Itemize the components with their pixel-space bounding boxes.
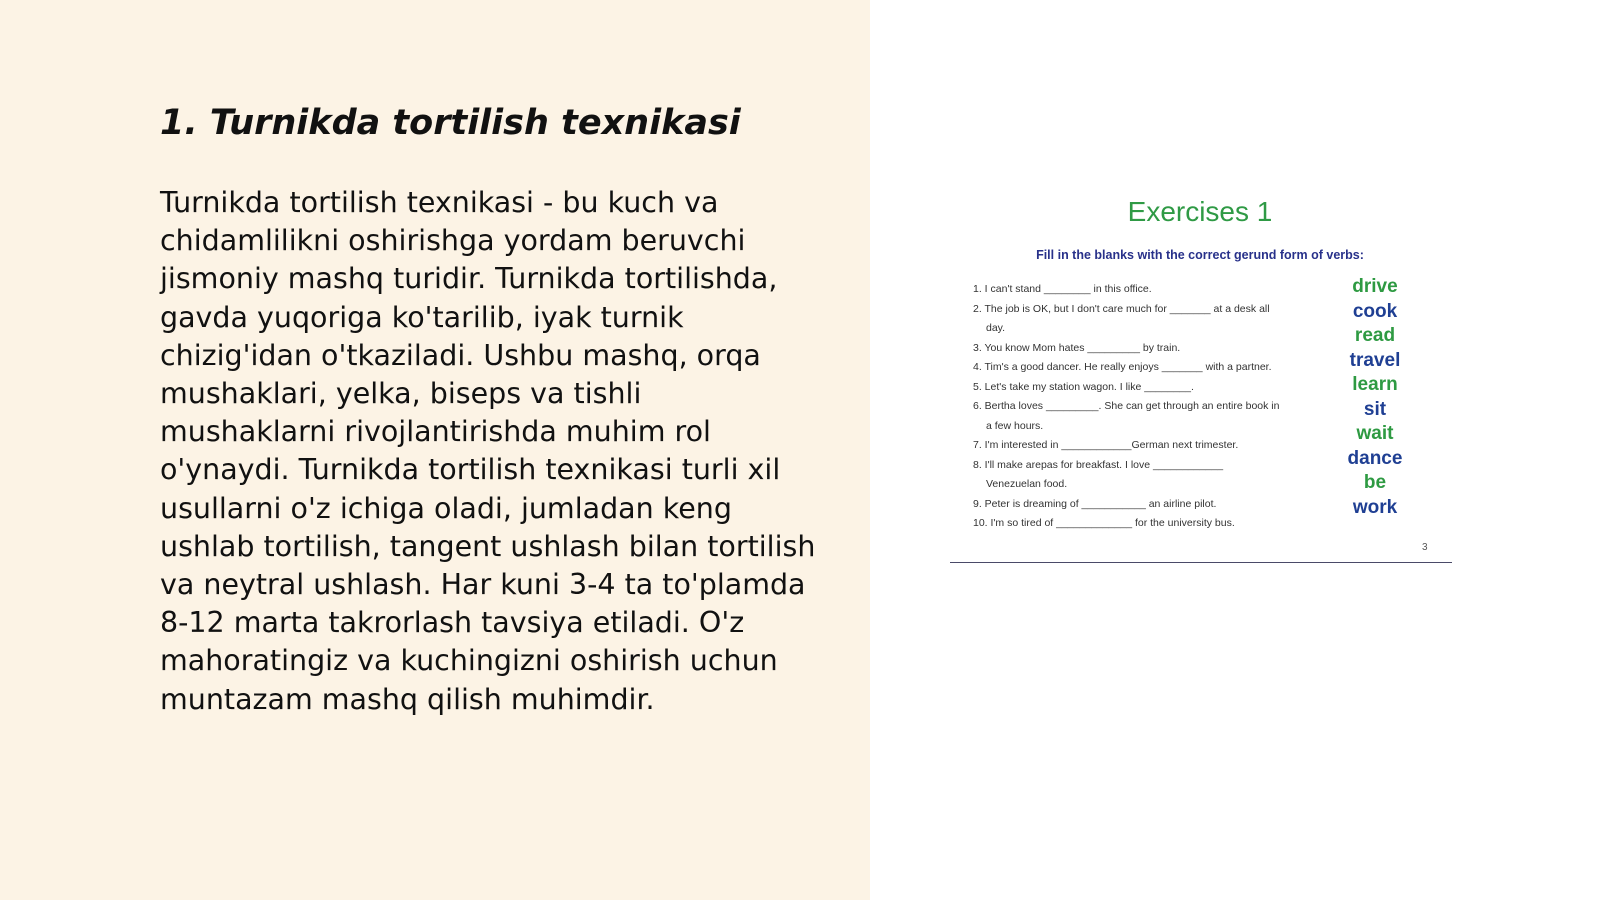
worksheet-divider	[950, 562, 1452, 563]
worksheet-page-number: 3	[1422, 542, 1428, 553]
worksheet-title: Exercises 1	[1127, 196, 1273, 227]
worksheet-instructions: Fill in the blanks with the correct gerund form of verbs:	[1036, 248, 1364, 262]
exercise-line: 10. I'm so tired of _____________ for the university bus.	[973, 517, 1235, 529]
exercise-line: 1. I can't stand ________ in this office.	[973, 283, 1152, 295]
verb-word: sit	[1363, 398, 1387, 420]
verb-word: drive	[1352, 276, 1398, 297]
verb-word: wait	[1356, 423, 1394, 444]
worksheet-image	[940, 190, 1460, 565]
verb-word: learn	[1352, 374, 1398, 395]
verb-word: work	[1352, 496, 1398, 518]
verb-word: cook	[1352, 300, 1398, 322]
verb-word-bank	[1340, 275, 1410, 520]
verb-word: be	[1363, 472, 1387, 493]
exercise-line: 7. I'm interested in ____________German next trimester.	[973, 439, 1239, 451]
verb-word: travel	[1349, 349, 1401, 371]
verb-word: read	[1354, 325, 1396, 346]
slide-body-text: Turnikda tortilish texnikasi - bu kuch va chidamlilikni oshirishga yordam beruvchi jismoniy mashq turidir. Turnikda tortilishda, gavda yuqoriga ko'tarilib, iyak turnik chizig'idan o'tkaziladi. Ushbu mashq, orqa mushaklari, yelka, biseps va tishli mushaklarni rivojlantirishda muhim rol o'ynaydi. Turnikda tortilish texnikasi turli xil usullarni o'z ichiga oladi, jumladan keng ushlab tortilish, tangent ushlash bilan tortilish va neytral ushlash. Har kuni 3-4 ta to'plamda 8-12 marta takrorlash tavsiya etiladi. O'z mahoratingiz va kuchingizni oshirish uchun muntazam mashq qilish muhimdir.	[160, 186, 816, 716]
exercise-line: 5. Let's take my station wagon. I like ________.	[973, 380, 1194, 393]
exercise-line: 9. Peter is dreaming of ___________ an airline pilot.	[973, 497, 1217, 510]
exercise-line: 2. The job is OK, but I don't care much for _______ at a desk all	[973, 302, 1270, 315]
exercise-line: a few hours.	[986, 419, 1044, 432]
exercise-line: Venezuelan food.	[986, 478, 1068, 490]
slide-title: 1. Turnikda tortilish texnikasi	[160, 103, 741, 143]
exercise-line: day.	[986, 322, 1006, 334]
exercise-line: 8. I'll make arepas for breakfast. I love ____________	[973, 458, 1224, 471]
verb-word: dance	[1347, 447, 1403, 469]
exercise-list	[973, 280, 1333, 534]
exercise-line: 4. Tim's a good dancer. He really enjoys _______ with a partner.	[973, 361, 1272, 373]
exercise-line: 3. You know Mom hates _________ by train.	[973, 341, 1181, 354]
exercise-line: 6. Bertha loves _________. She can get through an entire book in	[973, 400, 1280, 412]
